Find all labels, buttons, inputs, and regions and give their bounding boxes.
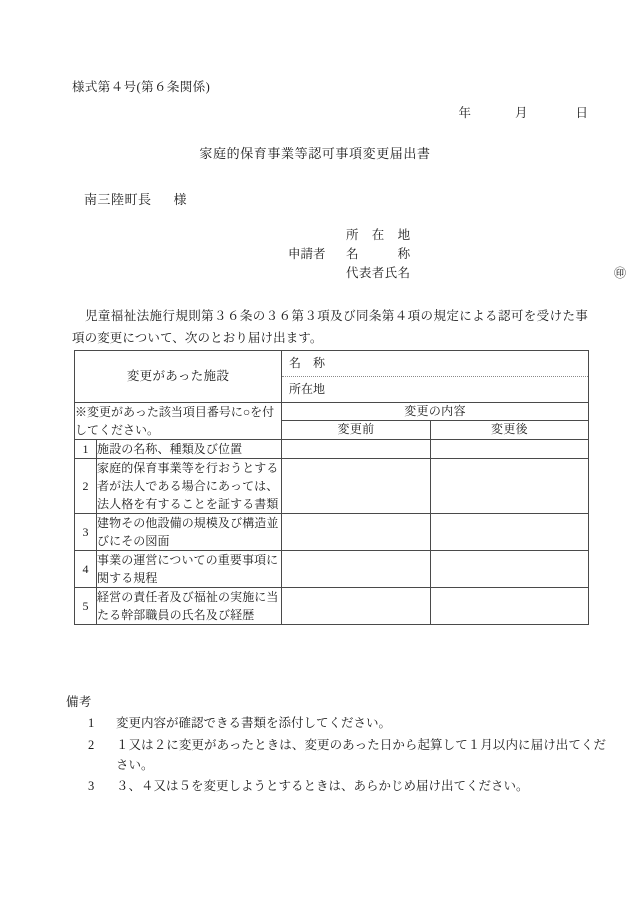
table-row xyxy=(75,514,589,551)
date-month-label: 月 xyxy=(514,106,528,120)
note-item xyxy=(66,713,606,733)
document-title: 家庭的保育事業等認可事項変更届出書 xyxy=(199,146,431,161)
applicant-name-row xyxy=(288,245,608,264)
facility-address-label: 所在地 xyxy=(289,381,326,396)
row-before-value[interactable] xyxy=(282,588,431,625)
row-item-label: 施設の名称、種類及び位置 xyxy=(97,439,282,459)
table-row xyxy=(75,588,589,625)
row-number: 5 xyxy=(75,588,97,625)
row-before-value[interactable] xyxy=(282,459,431,514)
row-item-label: 建物その他設備の規模及び構造並びにその図面 xyxy=(97,514,282,551)
note-number: 1 xyxy=(88,716,95,731)
addressee-honorific: 様 xyxy=(173,192,188,207)
applicant-representative-label: 代表者氏名 xyxy=(346,266,411,280)
instruction-cell: ※変更があった該当項目番号に○を付してください。 xyxy=(75,402,282,439)
row-after-value[interactable] xyxy=(431,551,589,588)
applicant-address-label: 所 在 地 xyxy=(346,228,411,242)
addressee-name: 南三陸町長 xyxy=(84,192,152,207)
after-header: 変更後 xyxy=(431,421,589,440)
notes-title: 備考 xyxy=(66,695,92,709)
note-text: 変更内容が確認できる書類を添付してください。 xyxy=(116,716,392,731)
notes-section xyxy=(66,692,606,796)
before-header: 変更前 xyxy=(282,421,431,440)
row-number: 1 xyxy=(75,439,97,459)
row-after-value[interactable] xyxy=(431,588,589,625)
facility-detail-cell xyxy=(282,351,589,403)
row-number: 3 xyxy=(75,514,97,551)
note-number: 2 xyxy=(88,737,95,752)
date-line xyxy=(0,104,630,123)
change-content-header: 変更の内容 xyxy=(282,402,589,421)
row-after-value[interactable] xyxy=(431,439,589,459)
applicant-representative-row xyxy=(288,264,608,283)
row-item-label: 経営の責任者及び福祉の実施に当たる幹部職員の氏名及び経歴 xyxy=(97,588,282,625)
note-text: ３、４又は５を変更しようとするときは、あらかじめ届け出てください。 xyxy=(116,779,529,793)
change-notification-table xyxy=(74,350,589,625)
facility-row xyxy=(75,351,589,403)
facility-name-label: 名 称 xyxy=(282,351,588,377)
row-before-value[interactable] xyxy=(282,551,431,588)
row-after-value[interactable] xyxy=(431,459,589,514)
table-row xyxy=(75,551,589,588)
row-number: 2 xyxy=(75,459,97,514)
row-before-value[interactable] xyxy=(282,514,431,551)
date-day-label: 日 xyxy=(575,106,588,120)
note-item xyxy=(66,735,606,776)
addressee-line xyxy=(84,190,187,210)
table-row xyxy=(75,459,589,514)
applicant-name-label: 名 称 xyxy=(346,247,411,261)
applicant-group-label: 申請者 xyxy=(288,247,326,261)
applicant-address-row xyxy=(288,226,608,245)
table-row xyxy=(75,439,589,459)
instruction-row xyxy=(75,402,589,421)
facility-label-cell: 変更があった施設 xyxy=(75,351,282,403)
note-number: 3 xyxy=(88,779,95,793)
row-after-value[interactable] xyxy=(431,514,589,551)
legal-paragraph: 児童福祉法施行規則第３６条の３６第３項及び同条第４項の規定による認可を受けた事項の変更について、次のとおり届け出ます。 xyxy=(72,309,588,345)
row-item-label: 家庭的保育事業等を行おうとする者が法人である場合にあっては、法人格を有することを証する書類 xyxy=(97,459,282,514)
row-before-value[interactable] xyxy=(282,439,431,459)
date-year-label: 年 xyxy=(458,106,471,120)
applicant-block xyxy=(288,226,626,283)
seal-icon: ㊞ xyxy=(613,266,626,280)
note-item xyxy=(66,776,606,796)
row-number: 4 xyxy=(75,551,97,588)
note-text: １又は２に変更があったときは、変更のあった日から起算して１月以内に届け出てください。 xyxy=(116,737,606,772)
row-item-label: 事業の運営についての重要事項に関する規程 xyxy=(97,551,282,588)
form-number: 様式第４号(第６条関係) xyxy=(72,80,211,94)
